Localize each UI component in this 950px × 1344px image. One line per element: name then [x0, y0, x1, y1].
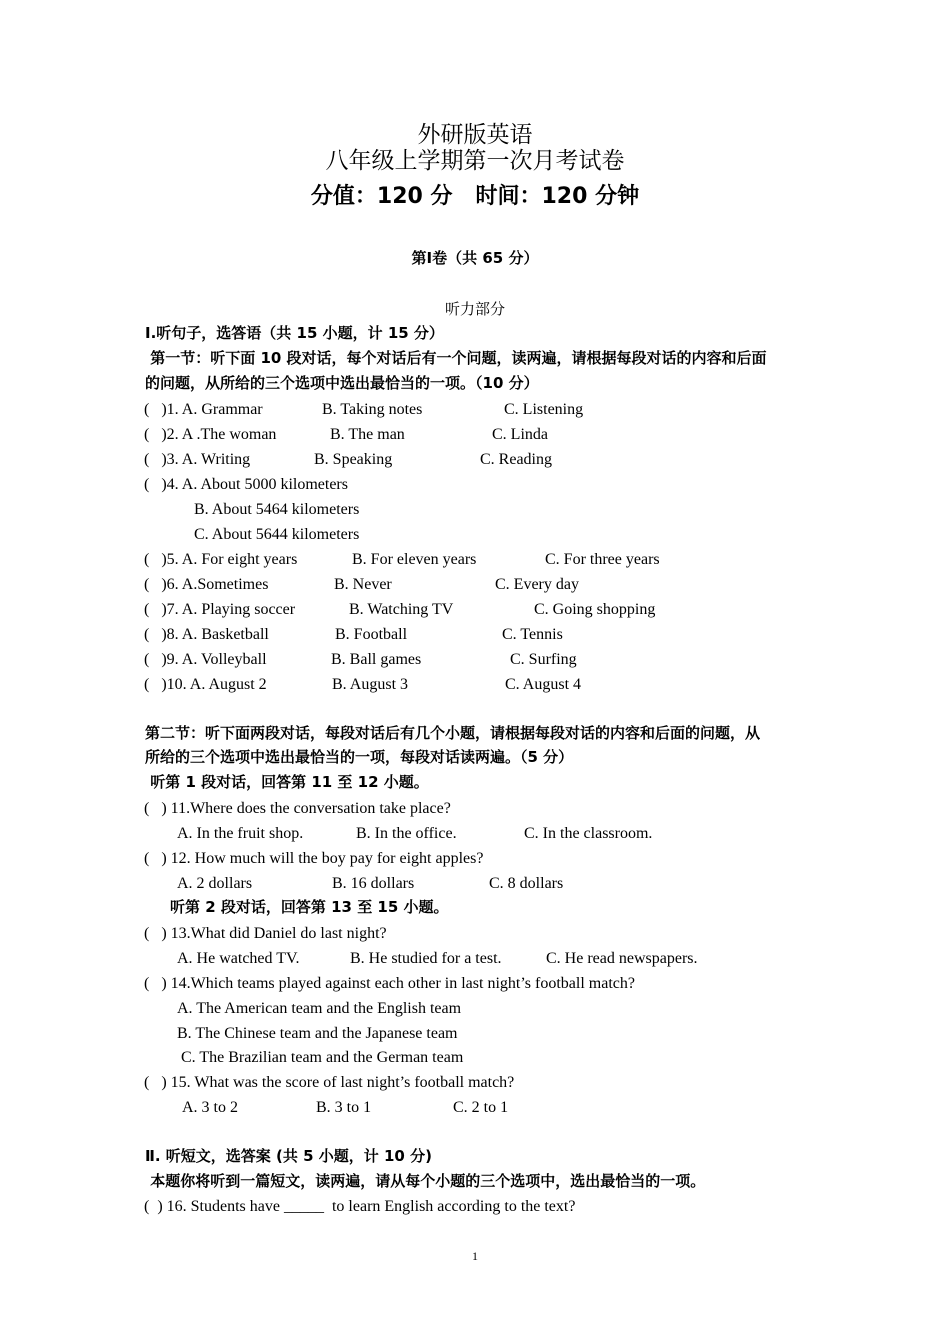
option-c: C. About 5644 kilometers: [194, 526, 360, 543]
section2-instruction-line2: 所给的三个选项中选出最恰当的一项，每段对话读两遍。（5 分）: [145, 748, 574, 766]
option-c: C. Listening: [504, 401, 584, 418]
dialog2-heading: 听第 2 段对话，回答第 13 至 15 小题。: [170, 898, 449, 916]
question-10: ( )10. A. August 2: [144, 676, 267, 693]
question-14: ( ) 14.Which teams played against each other in last night’s football match?: [144, 975, 635, 992]
option-b: B. In the office.: [356, 825, 457, 842]
listening-heading: 听力部分: [444, 300, 505, 318]
option-b: B. Taking notes: [322, 401, 423, 418]
option-a: A. In the fruit shop.: [177, 825, 304, 842]
option-b: B. For eleven years: [352, 551, 477, 568]
question-12: ( ) 12. How much will the boy pay for eight apples?: [144, 850, 484, 867]
option-b: B. The Chinese team and the Japanese team: [177, 1025, 458, 1042]
option-c: C. Surfing: [510, 651, 577, 668]
option-b: B. Never: [334, 576, 392, 593]
question-2: ( )2. A .The woman: [144, 426, 277, 443]
question-7: ( )7. A. Playing soccer: [144, 601, 296, 618]
exam-title: 外研版英语: [417, 122, 533, 148]
question-11: ( ) 11.Where does the conversation take place?: [144, 800, 451, 817]
part1-heading: Ⅰ.听句子，选答语（共 15 小题，计 15 分）: [145, 324, 444, 342]
question-8: ( )8. A. Basketball: [144, 626, 269, 643]
question-15: ( ) 15. What was the score of last night’s football match?: [144, 1074, 515, 1091]
option-a: A. The American team and the English team: [177, 1000, 462, 1017]
option-c: C. He read newspapers.: [546, 950, 698, 967]
option-b: B. Watching TV: [349, 601, 454, 618]
question-4: ( )4. A. About 5000 kilometers: [144, 476, 348, 493]
section2-instruction-line1: 第二节：听下面两段对话，每段对话后有几个小题，请根据每段对话的内容和后面的问题，从: [145, 724, 761, 742]
question-6: ( )6. A.Sometimes: [144, 576, 269, 593]
question-9: ( )9. A. Volleyball: [144, 651, 267, 668]
volume-heading: 第Ⅰ卷（共 65 分）: [411, 249, 539, 267]
part2-instruction: 本题你将听到一篇短文，读两遍，请从每个小题的三个选项中，选出最恰当的一项。: [145, 1172, 706, 1190]
option-b: B. He studied for a test.: [350, 950, 502, 967]
option-c: C. August 4: [505, 676, 582, 693]
question-3: ( )3. A. Writing: [144, 451, 251, 468]
question-5: ( )5. A. For eight years: [144, 551, 298, 568]
option-a: A. 2 dollars: [177, 875, 253, 892]
question-13: ( ) 13.What did Daniel do last night?: [144, 925, 387, 942]
option-a: A. He watched TV.: [177, 950, 300, 967]
option-b: B. August 3: [332, 676, 409, 693]
option-c: C. Linda: [492, 426, 548, 443]
option-b: B. 16 dollars: [332, 875, 415, 892]
option-b: B. Speaking: [314, 451, 393, 468]
option-c: C. The Brazilian team and the German team: [181, 1049, 464, 1066]
question-1: ( )1. A. Grammar: [144, 401, 263, 418]
option-c: C. Going shopping: [534, 601, 656, 618]
option-c: C. Tennis: [502, 626, 563, 643]
option-c: C. Every day: [495, 576, 579, 593]
option-c: C. Reading: [480, 451, 552, 468]
option-b: B. 3 to 1: [316, 1099, 372, 1116]
option-b: B. Football: [335, 626, 408, 643]
dialog1-heading: 听第 1 段对话，回答第 11 至 12 小题。: [145, 773, 429, 791]
section1-instruction-line1: 第一节：听下面 10 段对话，每个对话后有一个问题，读两遍，请根据每段对话的内容和后面: [145, 349, 767, 367]
option-c: C. 2 to 1: [453, 1099, 509, 1116]
option-c: C. In the classroom.: [524, 825, 653, 842]
option-b: B. The man: [330, 426, 405, 443]
option-c: C. 8 dollars: [489, 875, 564, 892]
score-time: 分值：120 分 时间：120 分钟: [310, 184, 640, 209]
option-a: A. 3 to 2: [182, 1099, 238, 1116]
option-c: C. For three years: [545, 551, 660, 568]
section1-instruction-line2: 的问题，从所给的三个选项中选出最恰当的一项。（10 分）: [145, 374, 539, 392]
option-b: B. Ball games: [331, 651, 422, 668]
exam-subtitle: 八年级上学期第一次月考试卷: [325, 148, 625, 174]
page-number: 1: [472, 1249, 478, 1263]
part2-heading: Ⅱ. 听短文，选答案 (共 5 小题，计 10 分): [145, 1147, 432, 1165]
option-b: B. About 5464 kilometers: [194, 501, 360, 518]
question-16: ( ) 16. Students have _____ to learn English according to the text?: [144, 1198, 576, 1215]
